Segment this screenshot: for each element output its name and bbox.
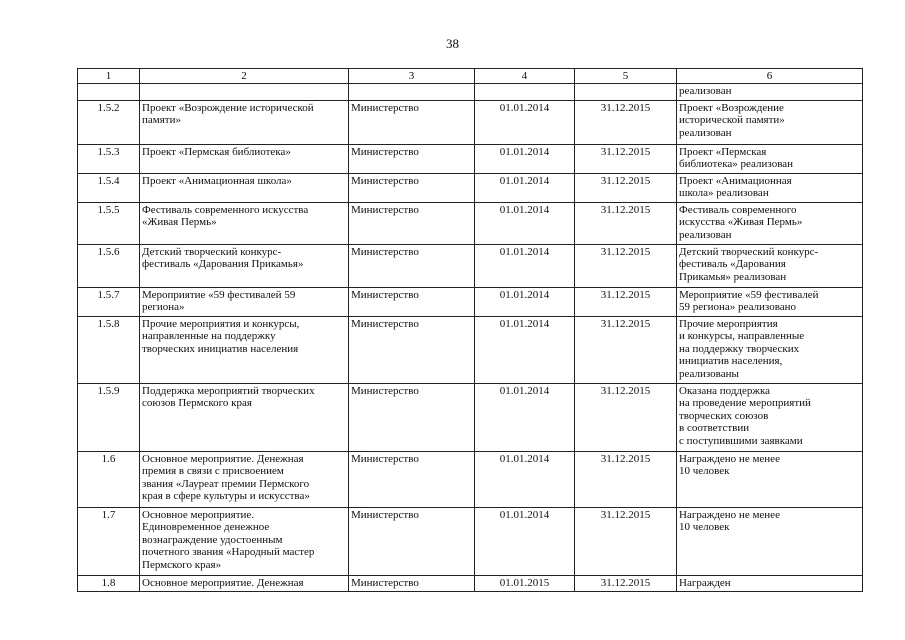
row-number: 1.5.2: [78, 100, 140, 144]
end-date: 31.12.2015: [575, 244, 677, 287]
measure-name: Проект «Анимационная школа»: [140, 173, 349, 202]
measure-name: Фестиваль современного искусства «Живая Пермь»: [140, 202, 349, 244]
start-date: 01.01.2014: [475, 173, 575, 202]
header-row: [78, 69, 863, 84]
table-row: [78, 507, 863, 575]
table-row: [78, 316, 863, 383]
table-row: [78, 575, 863, 592]
expected-result: Фестиваль современного искусства «Живая Пермь» реализован: [677, 202, 863, 244]
responsible-org: Министерство: [349, 100, 475, 144]
column-header: 5: [575, 69, 677, 84]
table-row: [78, 144, 863, 173]
end-date: 31.12.2015: [575, 173, 677, 202]
measure-name: Основное мероприятие. Единовременное денежное вознаграждение удостоенным почетного звания «Народный мастер Пермского края»: [140, 507, 349, 575]
start-date: 01.01.2014: [475, 202, 575, 244]
table-row: [78, 383, 863, 451]
row-number: 1.5.4: [78, 173, 140, 202]
table-row: [78, 244, 863, 287]
end-date: 31.12.2015: [575, 507, 677, 575]
responsible-org: Министерство: [349, 173, 475, 202]
responsible-org: Министерство: [349, 575, 475, 592]
row-number: 1.5.5: [78, 202, 140, 244]
column-header: 3: [349, 69, 475, 84]
end-date: 31.12.2015: [575, 575, 677, 592]
expected-result: реализован: [677, 84, 863, 101]
measures-table: [77, 68, 863, 592]
start-date: [475, 84, 575, 101]
measure-name: Основное мероприятие. Денежная премия в связи с присвоением звания «Лауреат премии Пермского края в сфере культуры и искусства»: [140, 451, 349, 507]
expected-result: Мероприятие «59 фестивалей 59 региона» реализовано: [677, 287, 863, 316]
start-date: 01.01.2014: [475, 100, 575, 144]
table-row: [78, 173, 863, 202]
responsible-org: Министерство: [349, 202, 475, 244]
table-row: [78, 84, 863, 101]
column-header: 1: [78, 69, 140, 84]
start-date: 01.01.2014: [475, 383, 575, 451]
responsible-org: Министерство: [349, 244, 475, 287]
end-date: 31.12.2015: [575, 144, 677, 173]
expected-result: Награждено не менее 10 человек: [677, 507, 863, 575]
responsible-org: [349, 84, 475, 101]
table-row: [78, 287, 863, 316]
measure-name: Основное мероприятие. Денежная: [140, 575, 349, 592]
end-date: 31.12.2015: [575, 451, 677, 507]
table-row: [78, 100, 863, 144]
measure-name: [140, 84, 349, 101]
row-number: 1.5.7: [78, 287, 140, 316]
responsible-org: Министерство: [349, 287, 475, 316]
expected-result: Проект «Анимационная школа» реализован: [677, 173, 863, 202]
table-row: [78, 451, 863, 507]
expected-result: Оказана поддержка на проведение мероприятий творческих союзов в соответствии с поступившими заявками: [677, 383, 863, 451]
expected-result: Проект «Пермская библиотека» реализован: [677, 144, 863, 173]
start-date: 01.01.2014: [475, 316, 575, 383]
row-number: [78, 84, 140, 101]
start-date: 01.01.2014: [475, 244, 575, 287]
end-date: 31.12.2015: [575, 100, 677, 144]
column-header: 2: [140, 69, 349, 84]
column-header: 6: [677, 69, 863, 84]
page-number: 38: [446, 36, 459, 51]
row-number: 1.8: [78, 575, 140, 592]
expected-result: Награждено не менее 10 человек: [677, 451, 863, 507]
measure-name: Мероприятие «59 фестивалей 59 региона»: [140, 287, 349, 316]
expected-result: Проект «Возрождение исторической памяти» реализован: [677, 100, 863, 144]
responsible-org: Министерство: [349, 451, 475, 507]
start-date: 01.01.2014: [475, 287, 575, 316]
measure-name: Детский творческий конкурс- фестиваль «Дарования Прикамья»: [140, 244, 349, 287]
row-number: 1.5.6: [78, 244, 140, 287]
responsible-org: Министерство: [349, 144, 475, 173]
start-date: 01.01.2014: [475, 144, 575, 173]
row-number: 1.7: [78, 507, 140, 575]
row-number: 1.5.8: [78, 316, 140, 383]
measure-name: Проект «Возрождение исторической памяти»: [140, 100, 349, 144]
expected-result: Прочие мероприятия и конкурсы, направленные на поддержку творческих инициатив населения, реализованы: [677, 316, 863, 383]
measure-name: Проект «Пермская библиотека»: [140, 144, 349, 173]
end-date: [575, 84, 677, 101]
start-date: 01.01.2014: [475, 451, 575, 507]
measure-name: Поддержка мероприятий творческих союзов Пермского края: [140, 383, 349, 451]
start-date: 01.01.2014: [475, 507, 575, 575]
expected-result: Детский творческий конкурс- фестиваль «Дарования Прикамья» реализован: [677, 244, 863, 287]
responsible-org: Министерство: [349, 507, 475, 575]
end-date: 31.12.2015: [575, 287, 677, 316]
expected-result: Награжден: [677, 575, 863, 592]
column-header: 4: [475, 69, 575, 84]
end-date: 31.12.2015: [575, 202, 677, 244]
row-number: 1.5.3: [78, 144, 140, 173]
row-number: 1.5.9: [78, 383, 140, 451]
responsible-org: Министерство: [349, 383, 475, 451]
table-row: [78, 202, 863, 244]
row-number: 1.6: [78, 451, 140, 507]
end-date: 31.12.2015: [575, 383, 677, 451]
end-date: 31.12.2015: [575, 316, 677, 383]
start-date: 01.01.2015: [475, 575, 575, 592]
measure-name: Прочие мероприятия и конкурсы, направленные на поддержку творческих инициатив населения: [140, 316, 349, 383]
responsible-org: Министерство: [349, 316, 475, 383]
